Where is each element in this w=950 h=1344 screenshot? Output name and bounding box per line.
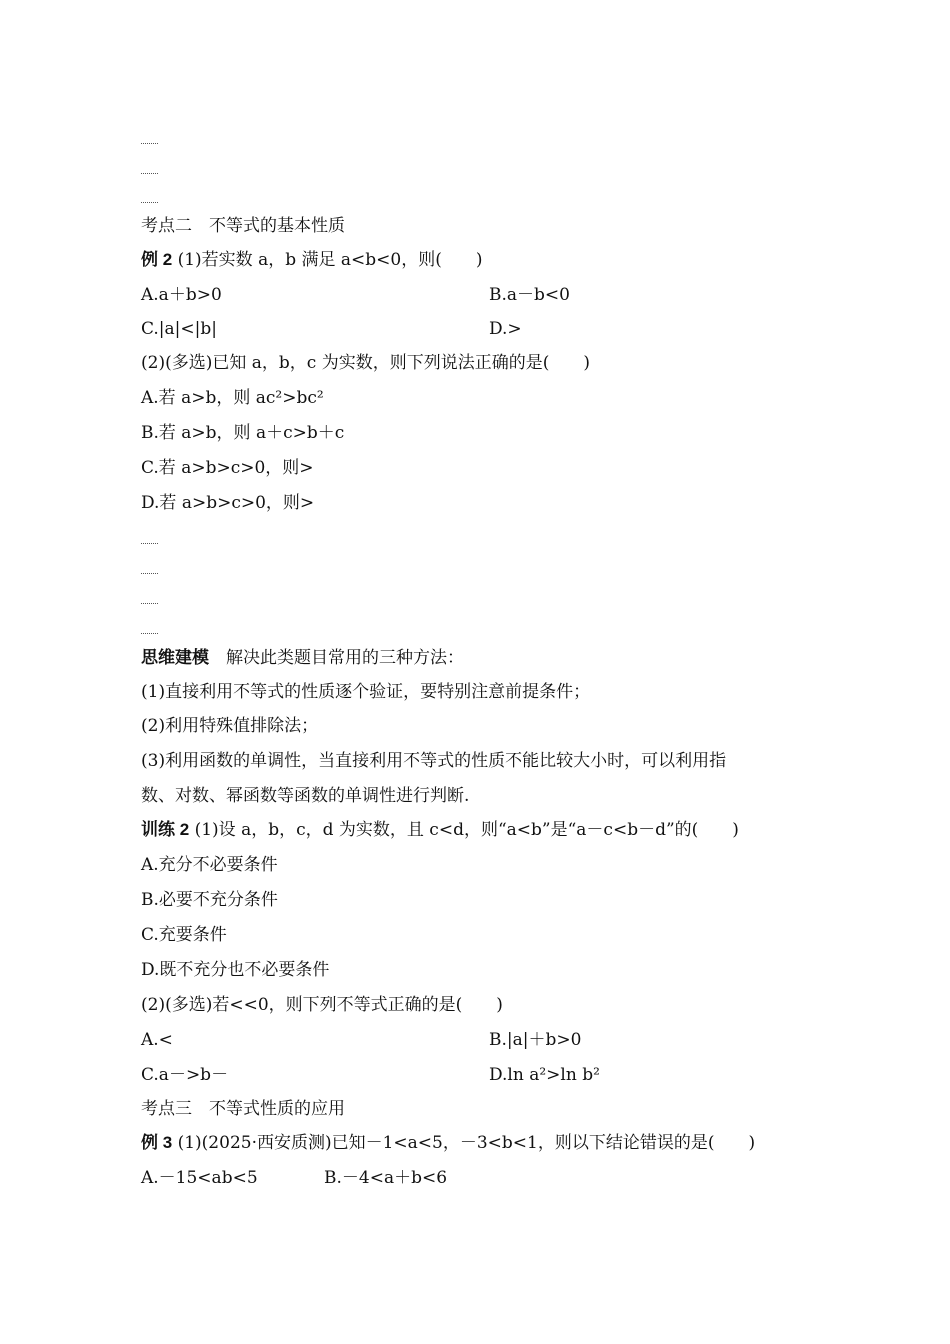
example-2-question-2: (2)(多选)已知 a，b，c 为实数，则下列说法正确的是( ) [141,353,590,373]
option-a: A.充分不必要条件 [141,855,278,875]
question-text: (1)若实数 a，b 满足 a<b<0，则( ) [177,250,483,270]
option-a: A.a＋b>0 [141,285,222,305]
example-2-question-1 [141,249,483,271]
model-point-3: (3)利用函数的单调性，当直接利用不等式的性质不能比较大小时，可以利用指 [141,751,727,771]
model-point-1: (1)直接利用不等式的性质逐个验证，要特别注意前提条件； [141,682,591,702]
option-c: C.|a|<|b| [141,319,217,339]
example-label: 例 2 [141,250,173,269]
option-c: C.充要条件 [141,925,227,945]
answer-blank-line [141,573,158,574]
option-a: A.< [141,1030,173,1050]
option-a: A.若 a>b，则 ac²>bc² [141,388,324,408]
section-title-2: 考点二 不等式的基本性质 [141,216,345,236]
model-point-3-cont: 数、对数、幂函数等函数的单调性进行判断. [141,786,470,806]
model-label: 思维建模 [141,648,209,667]
option-b: B.a－b<0 [489,285,570,305]
training-label: 训练 2 [141,820,190,839]
option-c: C.若 a>b>c>0，则> [141,458,314,478]
answer-blank-line [141,633,158,634]
option-a: A.－15<ab<5 [141,1168,258,1188]
answer-blank-line [141,143,158,144]
option-d: D.既不充分也不必要条件 [141,960,330,980]
question-text: (1)(2025·西安质测)已知－1<a<5，－3<b<1，则以下结论错误的是( ) [177,1133,756,1153]
option-b: B.必要不充分条件 [141,890,278,910]
model-intro: 解决此类题目常用的三种方法： [226,648,464,668]
option-c: C.a－>b－ [141,1065,229,1085]
model-point-2: (2)利用特殊值排除法； [141,716,319,736]
option-b: B.|a|＋b>0 [489,1030,582,1050]
answer-blank-line [141,202,158,203]
thinking-model-heading [141,647,464,669]
training-2-question-2: (2)(多选)若<<0，则下列不等式正确的是( ) [141,995,503,1015]
option-b: B.－4<a＋b<6 [324,1168,448,1188]
answer-blank-line [141,173,158,174]
option-d: D.ln a²>ln b² [489,1065,600,1085]
question-text: (1)设 a，b，c，d 为实数，且 c<d，则“a<b”是“a－c<b－d”的( ) [194,820,739,840]
option-d: D.若 a>b>c>0，则> [141,493,315,513]
example-3-question-1 [141,1132,755,1154]
option-b: B.若 a>b，则 a＋c>b＋c [141,423,345,443]
section-title-3: 考点三 不等式性质的应用 [141,1099,345,1119]
option-d: D.> [489,319,522,339]
answer-blank-line [141,543,158,544]
example-label: 例 3 [141,1133,173,1152]
answer-blank-line [141,603,158,604]
training-2-question-1 [141,819,739,841]
